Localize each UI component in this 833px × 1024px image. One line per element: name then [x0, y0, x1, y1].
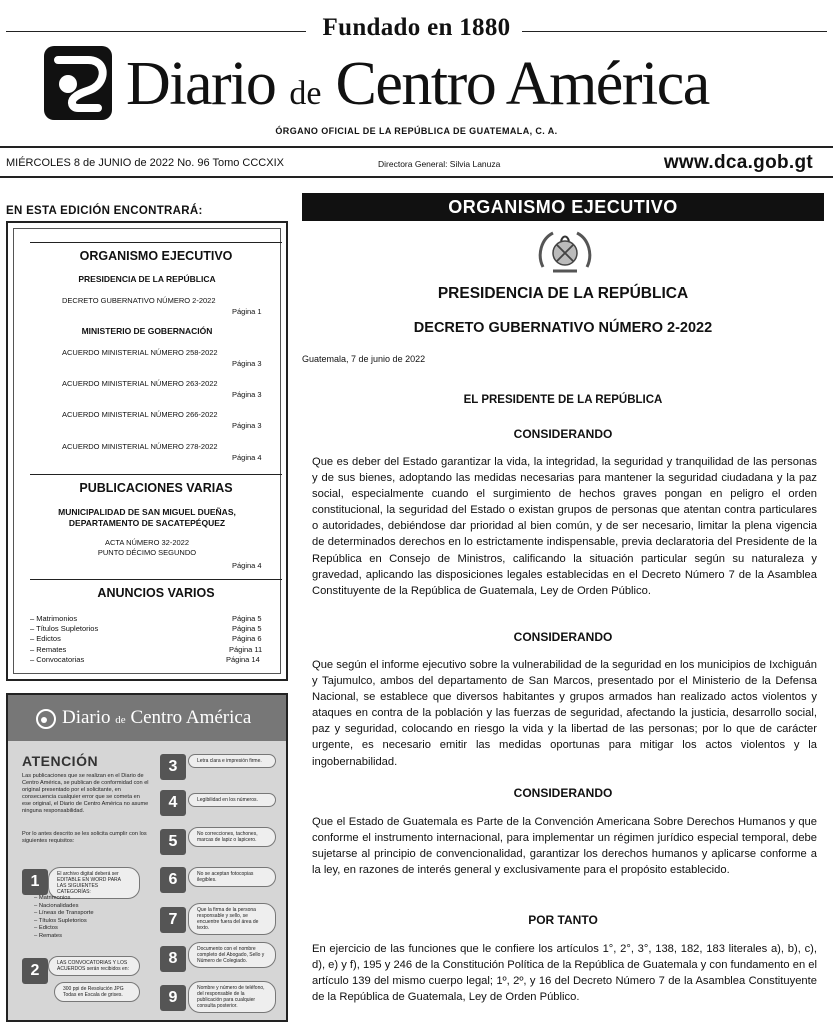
step-badge: 8	[160, 946, 186, 972]
toc-subsection: PRESIDENCIA DE LA REPÚBLICA	[78, 274, 216, 284]
poster-header	[8, 695, 286, 741]
section-banner: ORGANISMO EJECUTIVO	[302, 193, 824, 221]
toc-item[interactable]: PUNTO DÉCIMO SEGUNDO	[97, 548, 197, 557]
toc-page: Página 6	[232, 634, 262, 643]
toc-intro: EN ESTA EDICIÓN ENCONTRARÁ:	[6, 205, 203, 217]
toc-item[interactable]: DECRETO GUBERNATIVO NÚMERO 2-2022	[62, 296, 216, 305]
step-badge: 4	[160, 790, 186, 816]
toc-item[interactable]: – Edictos	[30, 634, 61, 643]
bullet-item: – Matrimonios	[34, 895, 71, 901]
step-text: 300 ppi de Resolución JPG Todas en Escala de grises.	[54, 982, 140, 1002]
toc-page: Página 4	[232, 453, 262, 462]
step-text: No correcciones, tachones, marcas de lapiz o lapicero.	[188, 827, 276, 847]
dateline-bar	[0, 146, 833, 178]
brand-de: de	[289, 75, 322, 112]
poster-bullets	[34, 895, 94, 941]
step-text: Que la firma de la persona responsable y sello, se encuentre fuera del área de texto.	[188, 903, 276, 935]
director-name: Directora General: Silvia Lanuza	[378, 159, 501, 169]
coat-of-arms-icon	[535, 227, 595, 279]
toc-section-title: ANUNCIOS VARIOS	[30, 579, 282, 600]
article-paragraph: En ejercicio de las funciones que le confiere los artículos 1°, 2°, 3°, 138, 182, 183 literales a), b), c), d), e) y f), 195 y 246 de la Constitución Política de la República de Guatemala y con fundamento en el artículo 139 del mismo cuerpo legal; 1º, 2º, y 16 del Decreto Número 7 de la Asamblea Constituyente de la República de Guatemala, Ley de Orden Público.	[312, 943, 817, 1004]
step-text: LAS CONVOCATORIAS Y LOS ACUERDOS serán recibidos en:	[48, 956, 140, 976]
poster-intro: Las publicaciones que se realizan en el Diario de Centro América, se publican de conformidad con el original presentado por el solicitante, en consecuencia cualquier error que se cometa en ese original, el Diario de Centro América no asume ninguna responsabilidad.	[22, 773, 149, 814]
step-text: Legibilidad en los números.	[188, 793, 276, 807]
dca-logo-icon	[44, 46, 112, 120]
poster-brand	[62, 707, 251, 729]
toc-subsection: DEPARTAMENTO DE SACATEPÉQUEZ	[68, 518, 226, 528]
website-link[interactable]: www.dca.gob.gt	[663, 152, 813, 173]
toc-page: Página 5	[232, 614, 262, 623]
toc-item[interactable]: ACUERDO MINISTERIAL NÚMERO 258-2022	[62, 348, 218, 357]
toc-subsection: MINISTERIO DE GOBERNACIÓN	[81, 326, 213, 336]
toc-item[interactable]: ACTA NÚMERO 32-2022	[104, 538, 190, 547]
toc-item[interactable]: – Títulos Supletorios	[30, 624, 99, 633]
step-badge: 1	[22, 869, 48, 895]
toc-page: Página 3	[232, 390, 262, 399]
step-text: No se aceptan fotocopias ilegibles.	[188, 867, 276, 887]
toc-item[interactable]: ACUERDO MINISTERIAL NÚMERO 278-2022	[62, 442, 218, 451]
step-badge: 7	[160, 907, 186, 933]
founded-row	[0, 14, 833, 44]
brand-diario: Diario	[126, 50, 276, 118]
poster-brand-centro: Centro América	[130, 707, 252, 728]
article-paragraph: Que el Estado de Guatemala es Parte de la Convención Americana Sobre Derechos Humanos y que conforme el instrumento internacional, para implementar un régimen jurídico especial temporal, debe sujetarse al principio de convencionalidad, garantizar los derechos humanos y aplicarse conforme a la ley, en razones de interés general y exclusivamente para el propósito establecido.	[312, 816, 817, 877]
article-paragraph: Que es deber del Estado garantizar la vida, la integridad, la seguridad y tranquilidad de las personas y de sus bienes, adoptando las medidas necesarias para mantener la seguridad ciudadana y la paz social, especialmente cuando el surgimiento de hechos graves pongan en peligro el orden constitucional, la seguridad del Estado o existan grupos de personas que atentan contra particulares o autoridades, debiéndose dar prioridad al bien común, y de ser necesario, limitar la plena vigencia de determinados derechos en lo estrictamente indispensable, previa declaratoria del Presidente de la República en Consejo de Ministros, calificando la situación particular según su naturaleza y gravedad, aplicando las disposiciones legales establecidas en el Decreto Número 7 de la Asamblea Constituyente de la República de Guatemala, Ley de Orden Público.	[312, 456, 817, 597]
toc-page: Página 4	[232, 561, 262, 570]
attention-title: ATENCIÓN	[22, 753, 99, 769]
toc-page: Página 14	[226, 655, 260, 664]
step-badge: 3	[160, 754, 186, 780]
toc-page: Página 1	[232, 307, 262, 316]
masthead-subtitle: ÓRGANO OFICIAL DE LA REPÚBLICA DE GUATEMALA, C. A.	[275, 126, 558, 136]
considerando-heading: CONSIDERANDO	[513, 786, 613, 800]
masthead-brand	[126, 44, 709, 134]
por-tanto-heading: POR TANTO	[528, 913, 598, 927]
step-text: Nombre y número de teléfono, del responsable de la publicación para cualquier consulta posterior.	[188, 981, 276, 1013]
toc-item[interactable]: ACUERDO MINISTERIAL NÚMERO 263-2022	[62, 379, 218, 388]
step-badge: 9	[160, 985, 186, 1011]
toc-page: Página 5	[232, 624, 262, 633]
issue-date: MIÉRCOLES 8 de JUNIO de 2022 No. 96 Tomo CCCXIX	[6, 157, 284, 169]
step-text: El archivo digital deberá ser EDITABLE EN WORD PARA LAS SIGUIENTES CATEGORÍAS:	[48, 867, 140, 899]
decree-title: DECRETO GUBERNATIVO NÚMERO 2-2022	[413, 320, 713, 336]
toc-section-title: ORGANISMO EJECUTIVO	[30, 242, 282, 263]
institution-heading: PRESIDENCIA DE LA REPÚBLICA	[437, 285, 689, 302]
step-text: Letra clara e impresión firme.	[188, 754, 276, 768]
poster-brand-de: de	[115, 714, 126, 726]
poster-requirements: Por lo antes descrito se les solicita cumplir con los siguientes requisitos:	[22, 831, 147, 844]
toc-item[interactable]: – Matrimonios	[30, 614, 78, 623]
step-badge: 6	[160, 867, 186, 893]
toc-item[interactable]: – Remates	[30, 645, 67, 654]
brand-centro-america: Centro América	[335, 50, 709, 118]
president-heading: EL PRESIDENTE DE LA REPÚBLICA	[463, 394, 663, 406]
founded-text	[0, 14, 833, 42]
toc-item[interactable]: – Convocatorias	[30, 655, 85, 664]
dca-logo-icon	[36, 709, 56, 729]
toc-subsection: MUNICIPALIDAD DE SAN MIGUEL DUEÑAS,	[58, 507, 236, 517]
toc-page: Página 3	[232, 421, 262, 430]
toc-item[interactable]: ACUERDO MINISTERIAL NÚMERO 266-2022	[62, 410, 218, 419]
toc-inner	[13, 228, 281, 674]
poster-brand-diario: Diario	[62, 707, 111, 728]
considerando-heading: CONSIDERANDO	[513, 630, 613, 644]
toc-section-title: PUBLICACIONES VARIAS	[30, 474, 282, 495]
step-text: Documento con el nombre completo del Abogado, Sello y Número de Colegiado.	[188, 942, 276, 968]
step-badge: 5	[160, 829, 186, 855]
bullet-item: – Remates	[34, 932, 63, 939]
toc-page: Página 3	[232, 359, 262, 368]
considerando-heading: CONSIDERANDO	[513, 427, 613, 441]
bullet-item: – Líneas de Transporte	[34, 910, 94, 917]
toc-page: Página 11	[229, 645, 263, 654]
bullet-item: – Nacionalidades	[34, 902, 79, 909]
step-badge: 2	[22, 958, 48, 984]
attention-poster	[6, 693, 288, 1022]
article-paragraph: Que según el informe ejecutivo sobre la vulnerabilidad de la seguridad en los municipios de Ixchiguán y Tajumulco, ambos del departamento de San Marcos, presentado por el Ministerio de la Defensa Nacional, se establece que diversos habitantes y grupos armados han realizado actos violentos y ataques en contra de la población y las fuerzas de seguridad, afectando la justicia, desarrollo social, paz y seguridad, colocando en riesgo la vida y la libertad de las personas; por lo que de carácter urgente, es necesario emitir las medidas oportunas para mitigar los actos violentos y la ingobernabilidad.	[312, 659, 817, 768]
founded-label: Fundado en 1880	[315, 14, 519, 41]
bullet-item: – Títulos Supletorios	[34, 917, 87, 924]
bullet-item: – Edictos	[34, 925, 58, 932]
place-date: Guatemala, 7 de junio de 2022	[302, 354, 426, 364]
toc-box	[6, 221, 288, 681]
